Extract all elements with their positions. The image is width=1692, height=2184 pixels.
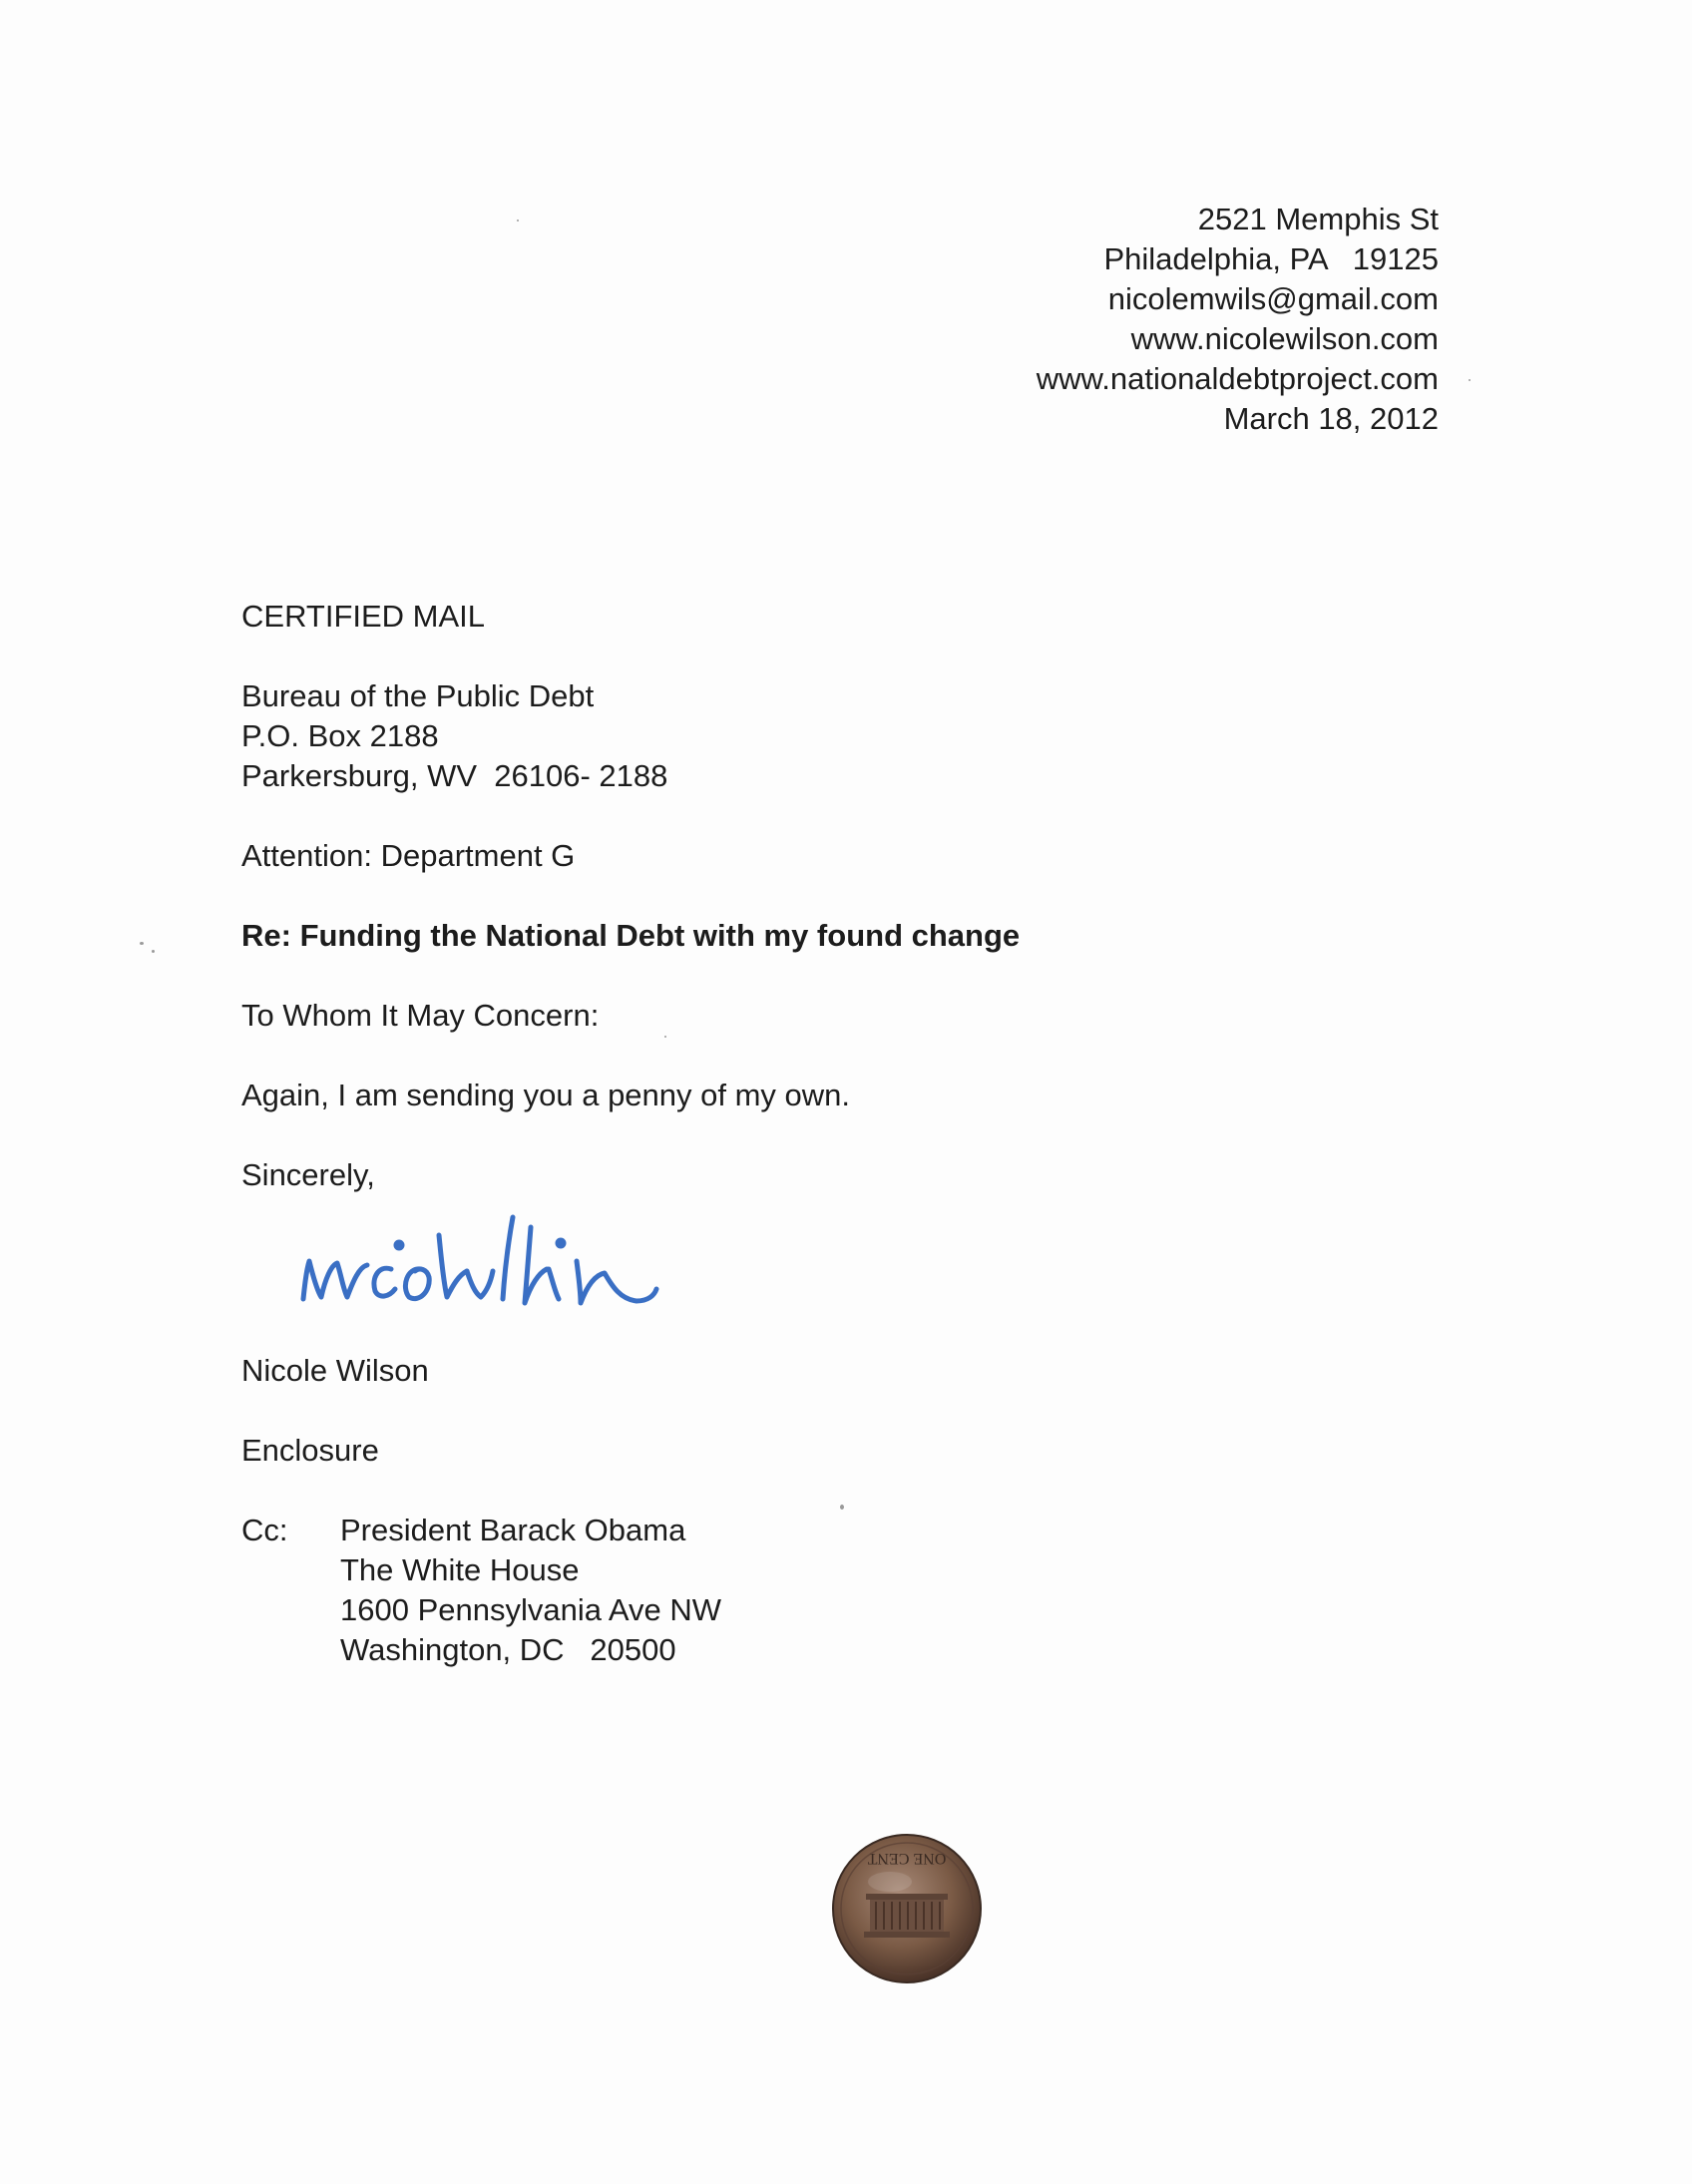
cc-line-4: Washington, DC 20500 (340, 1632, 676, 1667)
scan-speck (840, 1505, 844, 1510)
salutation: To Whom It May Concern: (241, 998, 600, 1033)
signer-name: Nicole Wilson (241, 1353, 429, 1388)
sender-address-block (1037, 200, 1439, 439)
sender-street: 2521 Memphis St (1197, 202, 1439, 236)
svg-text:ONE CENT: ONE CENT (867, 1850, 947, 1867)
cc-line-1: President Barack Obama (340, 1513, 686, 1547)
cc-address-block (340, 1511, 721, 1670)
closing: Sincerely, (241, 1157, 375, 1192)
cc-line-3: 1600 Pennsylvania Ave NW (340, 1592, 721, 1627)
recipient-address-block (241, 676, 667, 796)
enclosure-note: Enclosure (241, 1433, 379, 1468)
recipient-name: Bureau of the Public Debt (241, 678, 595, 713)
scan-speck (140, 942, 144, 945)
attention-line: Attention: Department G (241, 838, 576, 873)
cc-label: Cc: (241, 1513, 288, 1547)
sender-city-line: Philadelphia, PA 19125 (1103, 241, 1439, 276)
scan-speck (517, 219, 519, 221)
penny-coin-image (830, 1832, 984, 1985)
sender-email: nicolemwils@gmail.com (1107, 281, 1439, 316)
subject-line: Re: Funding the National Debt with my found change (241, 918, 1021, 953)
handwritten-signature (291, 1199, 730, 1329)
scan-speck (152, 950, 155, 953)
sender-website-1: www.nicolewilson.com (1130, 321, 1439, 356)
cc-line-2: The White House (340, 1552, 580, 1587)
sender-website-2: www.nationaldebtproject.com (1036, 361, 1439, 396)
recipient-city-line: Parkersburg, WV 26106- 2188 (241, 758, 668, 793)
scan-speck (664, 1036, 666, 1038)
recipient-box: P.O. Box 2188 (241, 718, 439, 753)
letter-date: March 18, 2012 (1223, 401, 1439, 436)
scan-speck (1469, 379, 1471, 381)
letter-body: Again, I am sending you a penny of my own. (241, 1078, 851, 1112)
mail-type-label: CERTIFIED MAIL (241, 599, 486, 634)
